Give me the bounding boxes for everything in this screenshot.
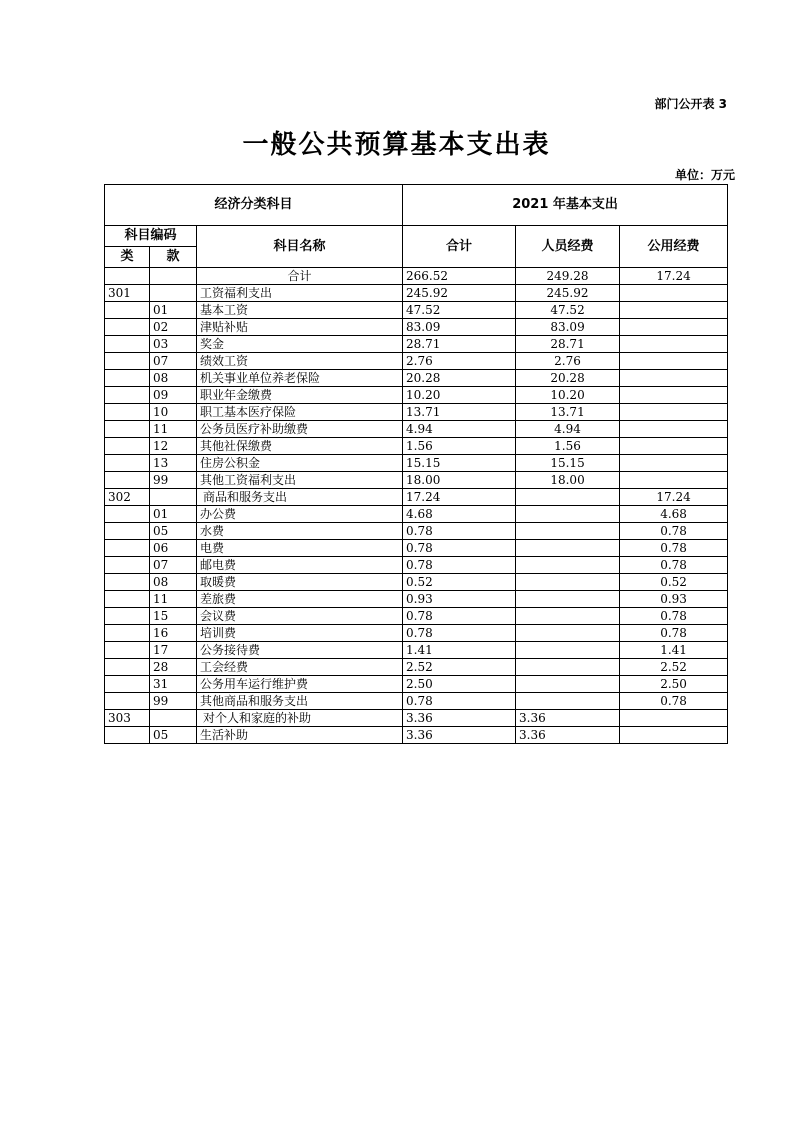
table-row: [105, 557, 728, 574]
row-total: 1.41: [403, 642, 516, 659]
table-row: [105, 353, 728, 370]
row-lei: [105, 608, 150, 625]
total-total: 266.52: [403, 268, 516, 285]
row-kuan: 07: [150, 353, 197, 370]
row-personnel: 13.71: [516, 404, 620, 421]
row-lei: [105, 676, 150, 693]
table-row: [105, 591, 728, 608]
row-total: 3.36: [403, 710, 516, 727]
row-public: [620, 438, 728, 455]
table-row: [105, 523, 728, 540]
table-row: [105, 608, 728, 625]
total-lei: [105, 268, 150, 285]
row-personnel: [516, 659, 620, 676]
row-lei: [105, 336, 150, 353]
row-name: 商品和服务支出: [197, 489, 403, 506]
row-name: 差旅费: [197, 591, 403, 608]
row-name: 其他社保缴费: [197, 438, 403, 455]
row-lei: [105, 404, 150, 421]
row-lei: [105, 659, 150, 676]
table-row: [105, 693, 728, 710]
row-personnel: 20.28: [516, 370, 620, 387]
row-total: 10.20: [403, 387, 516, 404]
page-title: 一般公共预算基本支出表: [242, 130, 551, 160]
table-row: [105, 387, 728, 404]
row-public: [620, 319, 728, 336]
row-kuan: 13: [150, 455, 197, 472]
header-name: 科目名称: [197, 226, 403, 268]
row-lei: [105, 642, 150, 659]
table-row: [105, 489, 728, 506]
row-lei: [105, 353, 150, 370]
row-total: 17.24: [403, 489, 516, 506]
total-kuan: [150, 268, 197, 285]
table-row: [105, 506, 728, 523]
unit-label: 单位：万元: [674, 168, 735, 182]
row-lei: [105, 387, 150, 404]
row-lei: [105, 693, 150, 710]
row-personnel: 245.92: [516, 285, 620, 302]
row-kuan: 08: [150, 370, 197, 387]
row-public: [620, 472, 728, 489]
row-total: 18.00: [403, 472, 516, 489]
row-kuan: 31: [150, 676, 197, 693]
row-personnel: 4.94: [516, 421, 620, 438]
row-name: 生活补助: [197, 727, 403, 744]
row-personnel: [516, 693, 620, 710]
header-econ-group: 经济分类科目: [105, 185, 403, 226]
row-total: 13.71: [403, 404, 516, 421]
row-public: [620, 727, 728, 744]
row-name: 公务员医疗补助缴费: [197, 421, 403, 438]
row-name: 办公费: [197, 506, 403, 523]
row-total: 0.78: [403, 625, 516, 642]
row-lei: [105, 438, 150, 455]
row-total: 47.52: [403, 302, 516, 319]
row-total: 2.52: [403, 659, 516, 676]
row-public: [620, 710, 728, 727]
row-personnel: 3.36: [516, 710, 620, 727]
row-name: 取暖费: [197, 574, 403, 591]
row-lei: [105, 370, 150, 387]
row-public: [620, 370, 728, 387]
row-public: 1.41: [620, 642, 728, 659]
table-row: [105, 540, 728, 557]
table-row: [105, 472, 728, 489]
table-row: [105, 642, 728, 659]
row-name: 电费: [197, 540, 403, 557]
row-total: 0.93: [403, 591, 516, 608]
row-public: 0.78: [620, 608, 728, 625]
row-kuan: 09: [150, 387, 197, 404]
row-public: 0.93: [620, 591, 728, 608]
row-kuan: 01: [150, 506, 197, 523]
row-total: 0.78: [403, 557, 516, 574]
row-kuan: 02: [150, 319, 197, 336]
row-total: 4.94: [403, 421, 516, 438]
row-personnel: 18.00: [516, 472, 620, 489]
row-kuan: 28: [150, 659, 197, 676]
row-name: 公务接待费: [197, 642, 403, 659]
row-public: [620, 302, 728, 319]
header-public: 公用经费: [620, 226, 728, 268]
row-name: 会议费: [197, 608, 403, 625]
row-name: 培训费: [197, 625, 403, 642]
row-lei: [105, 319, 150, 336]
row-public: 2.50: [620, 676, 728, 693]
total-name: 合计: [197, 268, 403, 285]
table-row: [105, 336, 728, 353]
table-row: [105, 319, 728, 336]
row-total: 2.50: [403, 676, 516, 693]
row-lei: [105, 591, 150, 608]
row-kuan: 12: [150, 438, 197, 455]
row-lei: 303: [105, 710, 150, 727]
row-lei: [105, 455, 150, 472]
row-personnel: [516, 608, 620, 625]
row-total: 0.78: [403, 540, 516, 557]
document-number: 部门公开表 3: [654, 97, 727, 111]
row-personnel: [516, 506, 620, 523]
row-public: 4.68: [620, 506, 728, 523]
row-public: 0.78: [620, 540, 728, 557]
row-total: 3.36: [403, 727, 516, 744]
row-personnel: 2.76: [516, 353, 620, 370]
row-name: 基本工资: [197, 302, 403, 319]
row-name: 奖金: [197, 336, 403, 353]
row-kuan: 06: [150, 540, 197, 557]
row-personnel: [516, 676, 620, 693]
row-name: 邮电费: [197, 557, 403, 574]
header-lei: 类: [105, 247, 150, 268]
row-total: 1.56: [403, 438, 516, 455]
table-row: [105, 676, 728, 693]
row-public: 0.78: [620, 625, 728, 642]
row-total: 20.28: [403, 370, 516, 387]
row-personnel: 1.56: [516, 438, 620, 455]
row-name: 住房公积金: [197, 455, 403, 472]
row-lei: [105, 472, 150, 489]
row-lei: [105, 302, 150, 319]
row-lei: [105, 540, 150, 557]
row-personnel: [516, 489, 620, 506]
row-name: 公务用车运行维护费: [197, 676, 403, 693]
row-kuan: 05: [150, 727, 197, 744]
row-kuan: 16: [150, 625, 197, 642]
row-lei: [105, 421, 150, 438]
row-total: 83.09: [403, 319, 516, 336]
table-row: [105, 370, 728, 387]
row-lei: [105, 523, 150, 540]
table-row: [105, 574, 728, 591]
row-name: 水费: [197, 523, 403, 540]
row-name: 其他工资福利支出: [197, 472, 403, 489]
table-row: [105, 302, 728, 319]
row-public: [620, 404, 728, 421]
row-personnel: 15.15: [516, 455, 620, 472]
row-personnel: 83.09: [516, 319, 620, 336]
row-public: 2.52: [620, 659, 728, 676]
row-public: 0.78: [620, 693, 728, 710]
row-total: 0.78: [403, 523, 516, 540]
row-lei: [105, 506, 150, 523]
row-personnel: [516, 523, 620, 540]
row-lei: 301: [105, 285, 150, 302]
row-personnel: [516, 557, 620, 574]
row-personnel: 47.52: [516, 302, 620, 319]
row-lei: [105, 557, 150, 574]
table-row: [105, 727, 728, 744]
row-kuan: 08: [150, 574, 197, 591]
table-row: [105, 421, 728, 438]
row-personnel: [516, 540, 620, 557]
header-personnel: 人员经费: [516, 226, 620, 268]
total-public: 17.24: [620, 268, 728, 285]
row-name: 其他商品和服务支出: [197, 693, 403, 710]
row-kuan: [150, 489, 197, 506]
header-code-group: 科目编码: [105, 226, 197, 247]
row-public: [620, 455, 728, 472]
row-lei: [105, 727, 150, 744]
row-name: 对个人和家庭的补助: [197, 710, 403, 727]
row-lei: [105, 625, 150, 642]
row-public: 0.78: [620, 523, 728, 540]
row-personnel: [516, 591, 620, 608]
row-kuan: 05: [150, 523, 197, 540]
row-public: [620, 336, 728, 353]
header-year-group: 2021 年基本支出: [403, 185, 728, 226]
row-lei: 302: [105, 489, 150, 506]
row-kuan: 10: [150, 404, 197, 421]
row-kuan: [150, 710, 197, 727]
table-row: [105, 625, 728, 642]
row-kuan: 01: [150, 302, 197, 319]
row-name: 机关事业单位养老保险: [197, 370, 403, 387]
row-public: 17.24: [620, 489, 728, 506]
row-name: 津贴补贴: [197, 319, 403, 336]
row-kuan: 07: [150, 557, 197, 574]
row-kuan: 17: [150, 642, 197, 659]
budget-table: [104, 184, 728, 744]
row-kuan: [150, 285, 197, 302]
row-name: 职业年金缴费: [197, 387, 403, 404]
row-public: [620, 285, 728, 302]
table-row: [105, 659, 728, 676]
row-total: 245.92: [403, 285, 516, 302]
row-personnel: 28.71: [516, 336, 620, 353]
row-name: 职工基本医疗保险: [197, 404, 403, 421]
total-personnel: 249.28: [516, 268, 620, 285]
row-public: [620, 387, 728, 404]
row-public: 0.52: [620, 574, 728, 591]
row-personnel: 10.20: [516, 387, 620, 404]
row-name: 工会经费: [197, 659, 403, 676]
row-name: 工资福利支出: [197, 285, 403, 302]
row-public: [620, 353, 728, 370]
row-kuan: 03: [150, 336, 197, 353]
row-total: 0.78: [403, 693, 516, 710]
table-row: [105, 710, 728, 727]
row-kuan: 99: [150, 472, 197, 489]
row-personnel: [516, 642, 620, 659]
row-kuan: 99: [150, 693, 197, 710]
row-kuan: 11: [150, 591, 197, 608]
row-personnel: 3.36: [516, 727, 620, 744]
table-row: [105, 438, 728, 455]
table-row: [105, 455, 728, 472]
row-kuan: 15: [150, 608, 197, 625]
row-kuan: 11: [150, 421, 197, 438]
table-row: [105, 404, 728, 421]
header-kuan: 款: [150, 247, 197, 268]
row-personnel: [516, 625, 620, 642]
row-public: 0.78: [620, 557, 728, 574]
row-total: 28.71: [403, 336, 516, 353]
row-personnel: [516, 574, 620, 591]
row-name: 绩效工资: [197, 353, 403, 370]
header-row-1: [105, 185, 728, 226]
header-total: 合计: [403, 226, 516, 268]
row-total: 0.52: [403, 574, 516, 591]
row-public: [620, 421, 728, 438]
row-lei: [105, 574, 150, 591]
header-row-2: [105, 226, 728, 247]
row-total: 2.76: [403, 353, 516, 370]
total-row: [105, 268, 728, 285]
row-total: 15.15: [403, 455, 516, 472]
row-total: 4.68: [403, 506, 516, 523]
table-row: [105, 285, 728, 302]
row-total: 0.78: [403, 608, 516, 625]
